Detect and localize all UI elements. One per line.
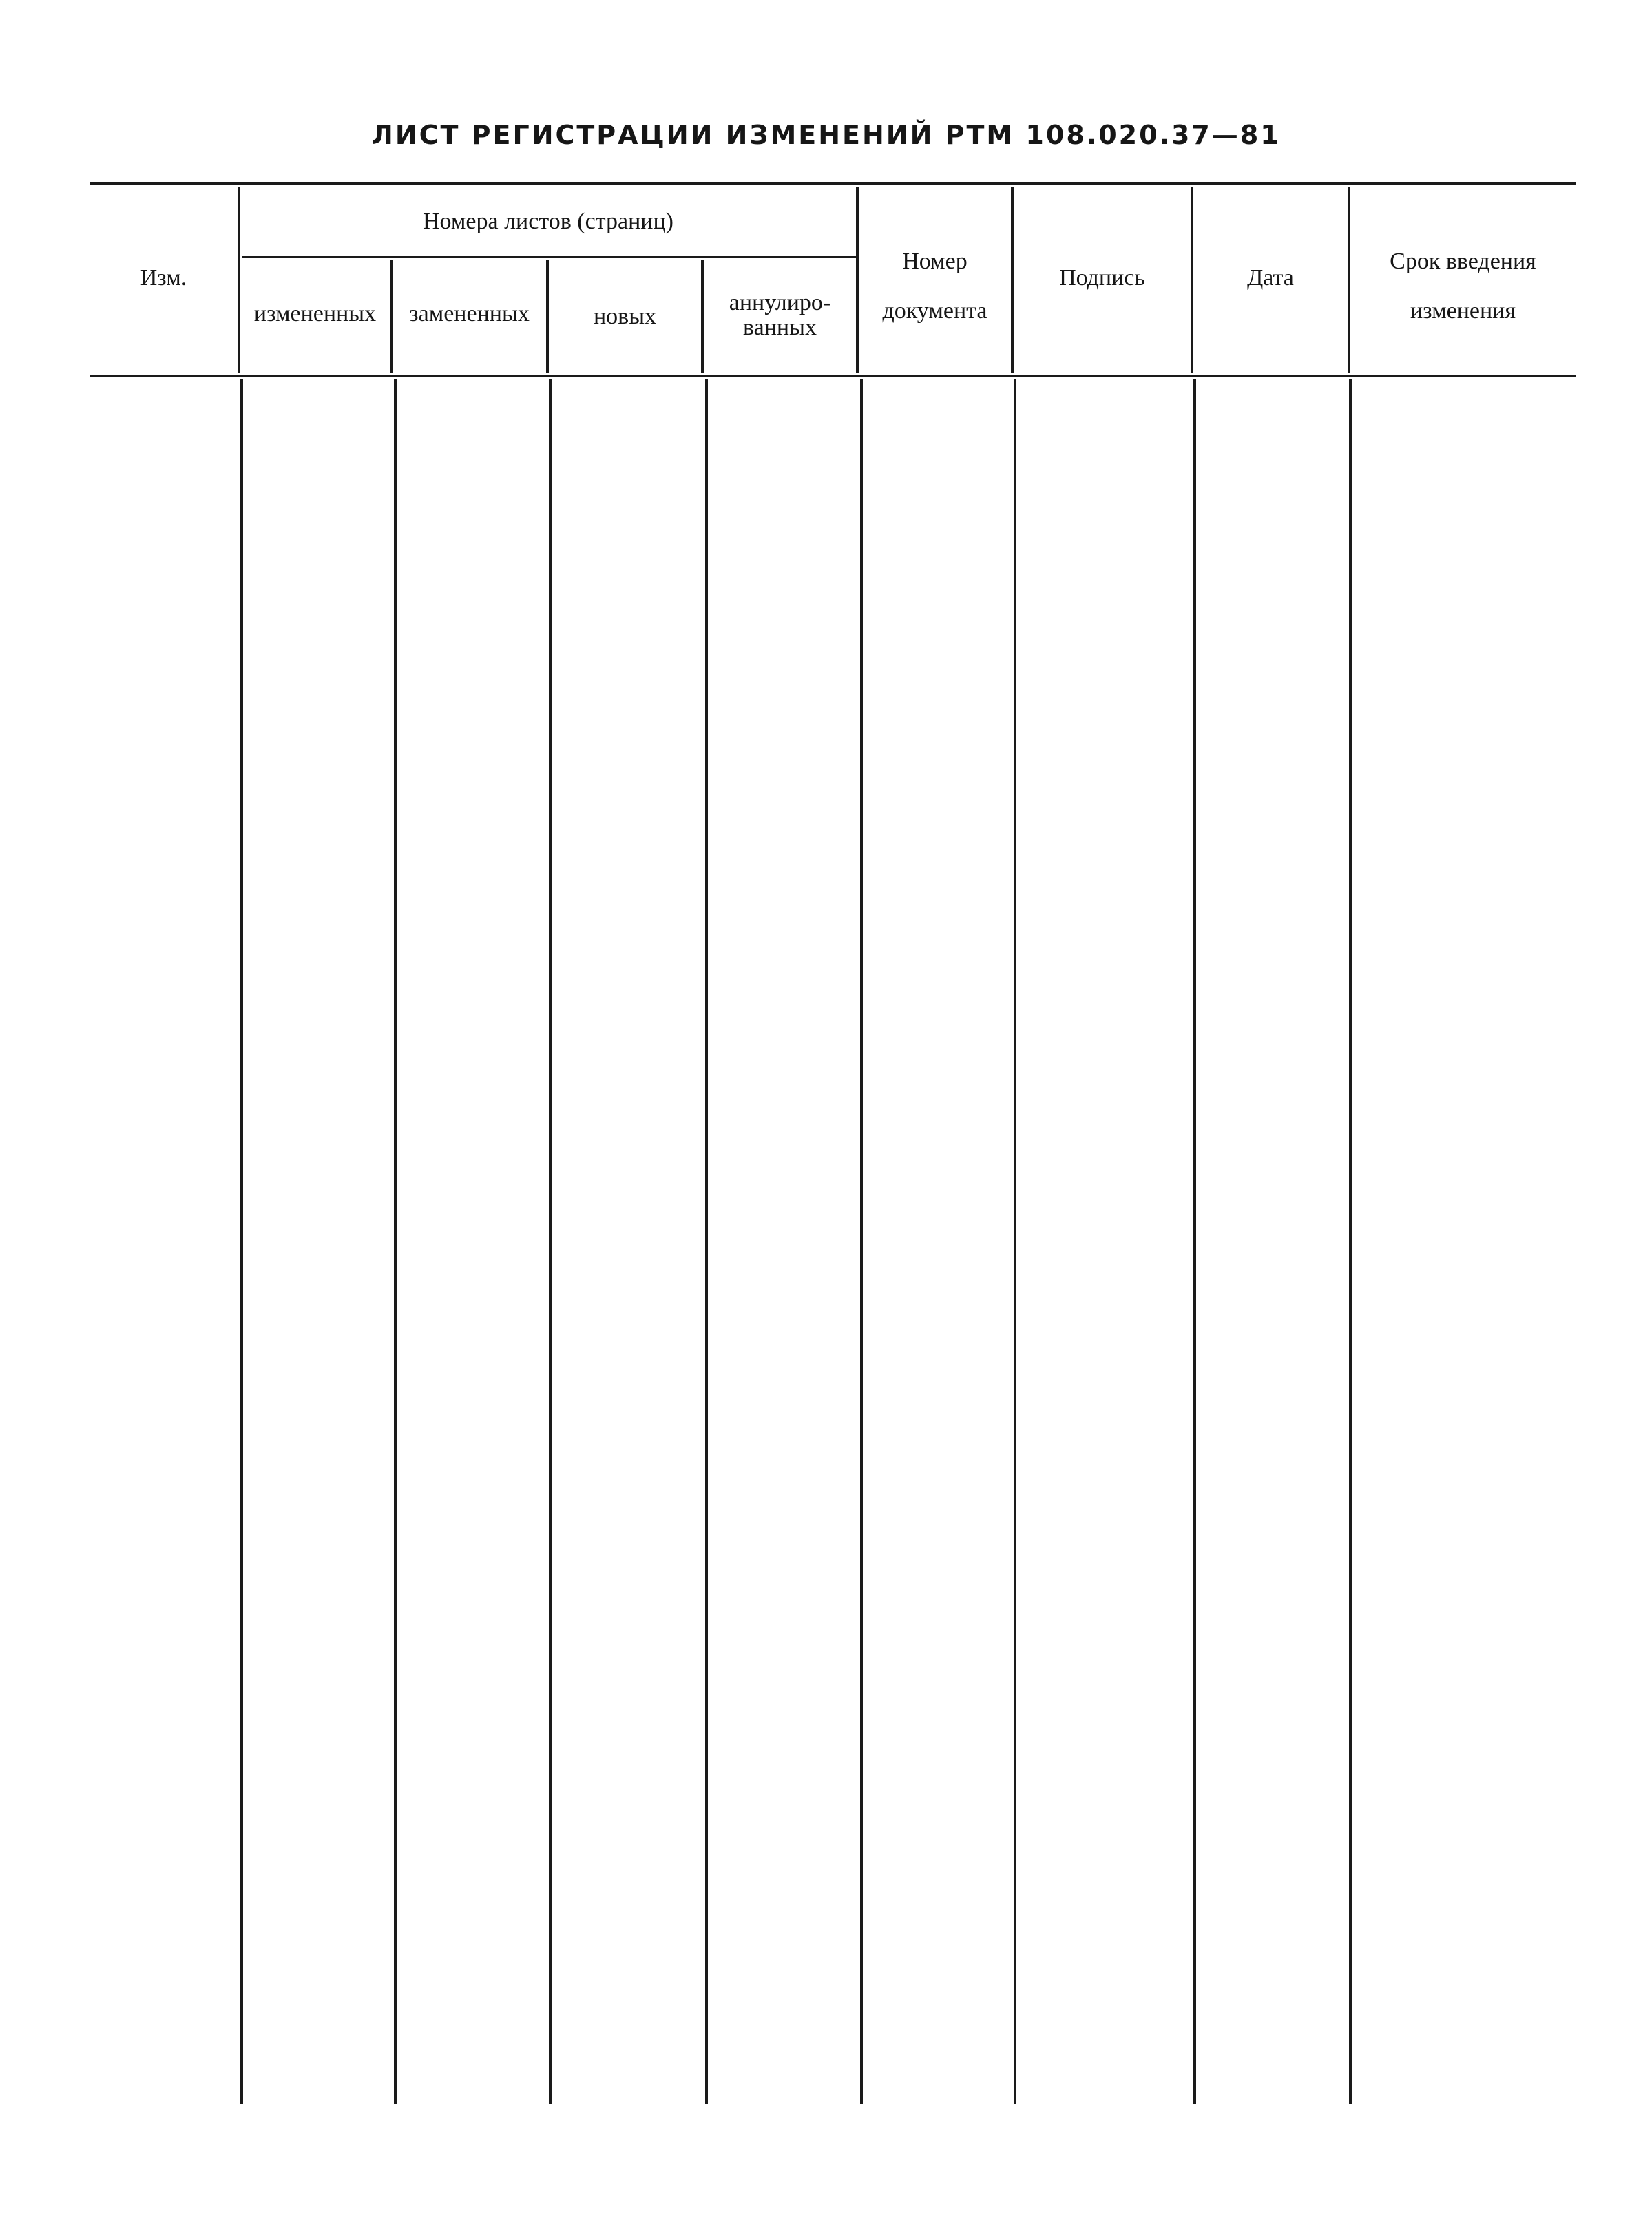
body-vline-6 xyxy=(1014,379,1016,2104)
header-nomer-line2: документа xyxy=(882,298,987,324)
group-divider-rule xyxy=(242,256,856,258)
header-annul-line1: аннулиро- xyxy=(729,290,831,315)
header-nomer-dokumenta xyxy=(859,237,1011,336)
header-sheet-numbers: Номера листов (страниц) xyxy=(422,209,673,234)
table-top-rule xyxy=(90,182,1576,185)
body-vline-8 xyxy=(1349,379,1352,2104)
header-novyh: новых xyxy=(593,304,657,329)
header-bottom-rule xyxy=(90,375,1576,377)
body-vline-4 xyxy=(705,379,708,2104)
header-annul-line2: ванных xyxy=(743,315,817,340)
header-srok-vvedeniya xyxy=(1350,237,1576,336)
body-vline-3 xyxy=(549,379,552,2104)
header-izmenennyh: измененных xyxy=(253,301,377,326)
body-vline-1 xyxy=(240,379,243,2104)
header-zamenennyh: замененных xyxy=(409,301,530,326)
header-srok-line1: Срок введения xyxy=(1390,249,1536,274)
header-annulirovannyh xyxy=(704,291,856,340)
body-vline-7 xyxy=(1193,379,1196,2104)
body-vline-2 xyxy=(394,379,397,2104)
body-vline-5 xyxy=(860,379,863,2104)
page-title: ЛИСТ РЕГИСТРАЦИИ ИЗМЕНЕНИЙ РТМ 108.020.37—81 xyxy=(371,120,1281,150)
header-nomer-line1: Номер xyxy=(902,249,968,274)
header-data: Дата xyxy=(1247,265,1294,291)
header-podpis: Подпись xyxy=(1059,265,1145,291)
header-izm: Изм. xyxy=(140,265,187,291)
header-srok-line2: изменения xyxy=(1410,298,1516,324)
